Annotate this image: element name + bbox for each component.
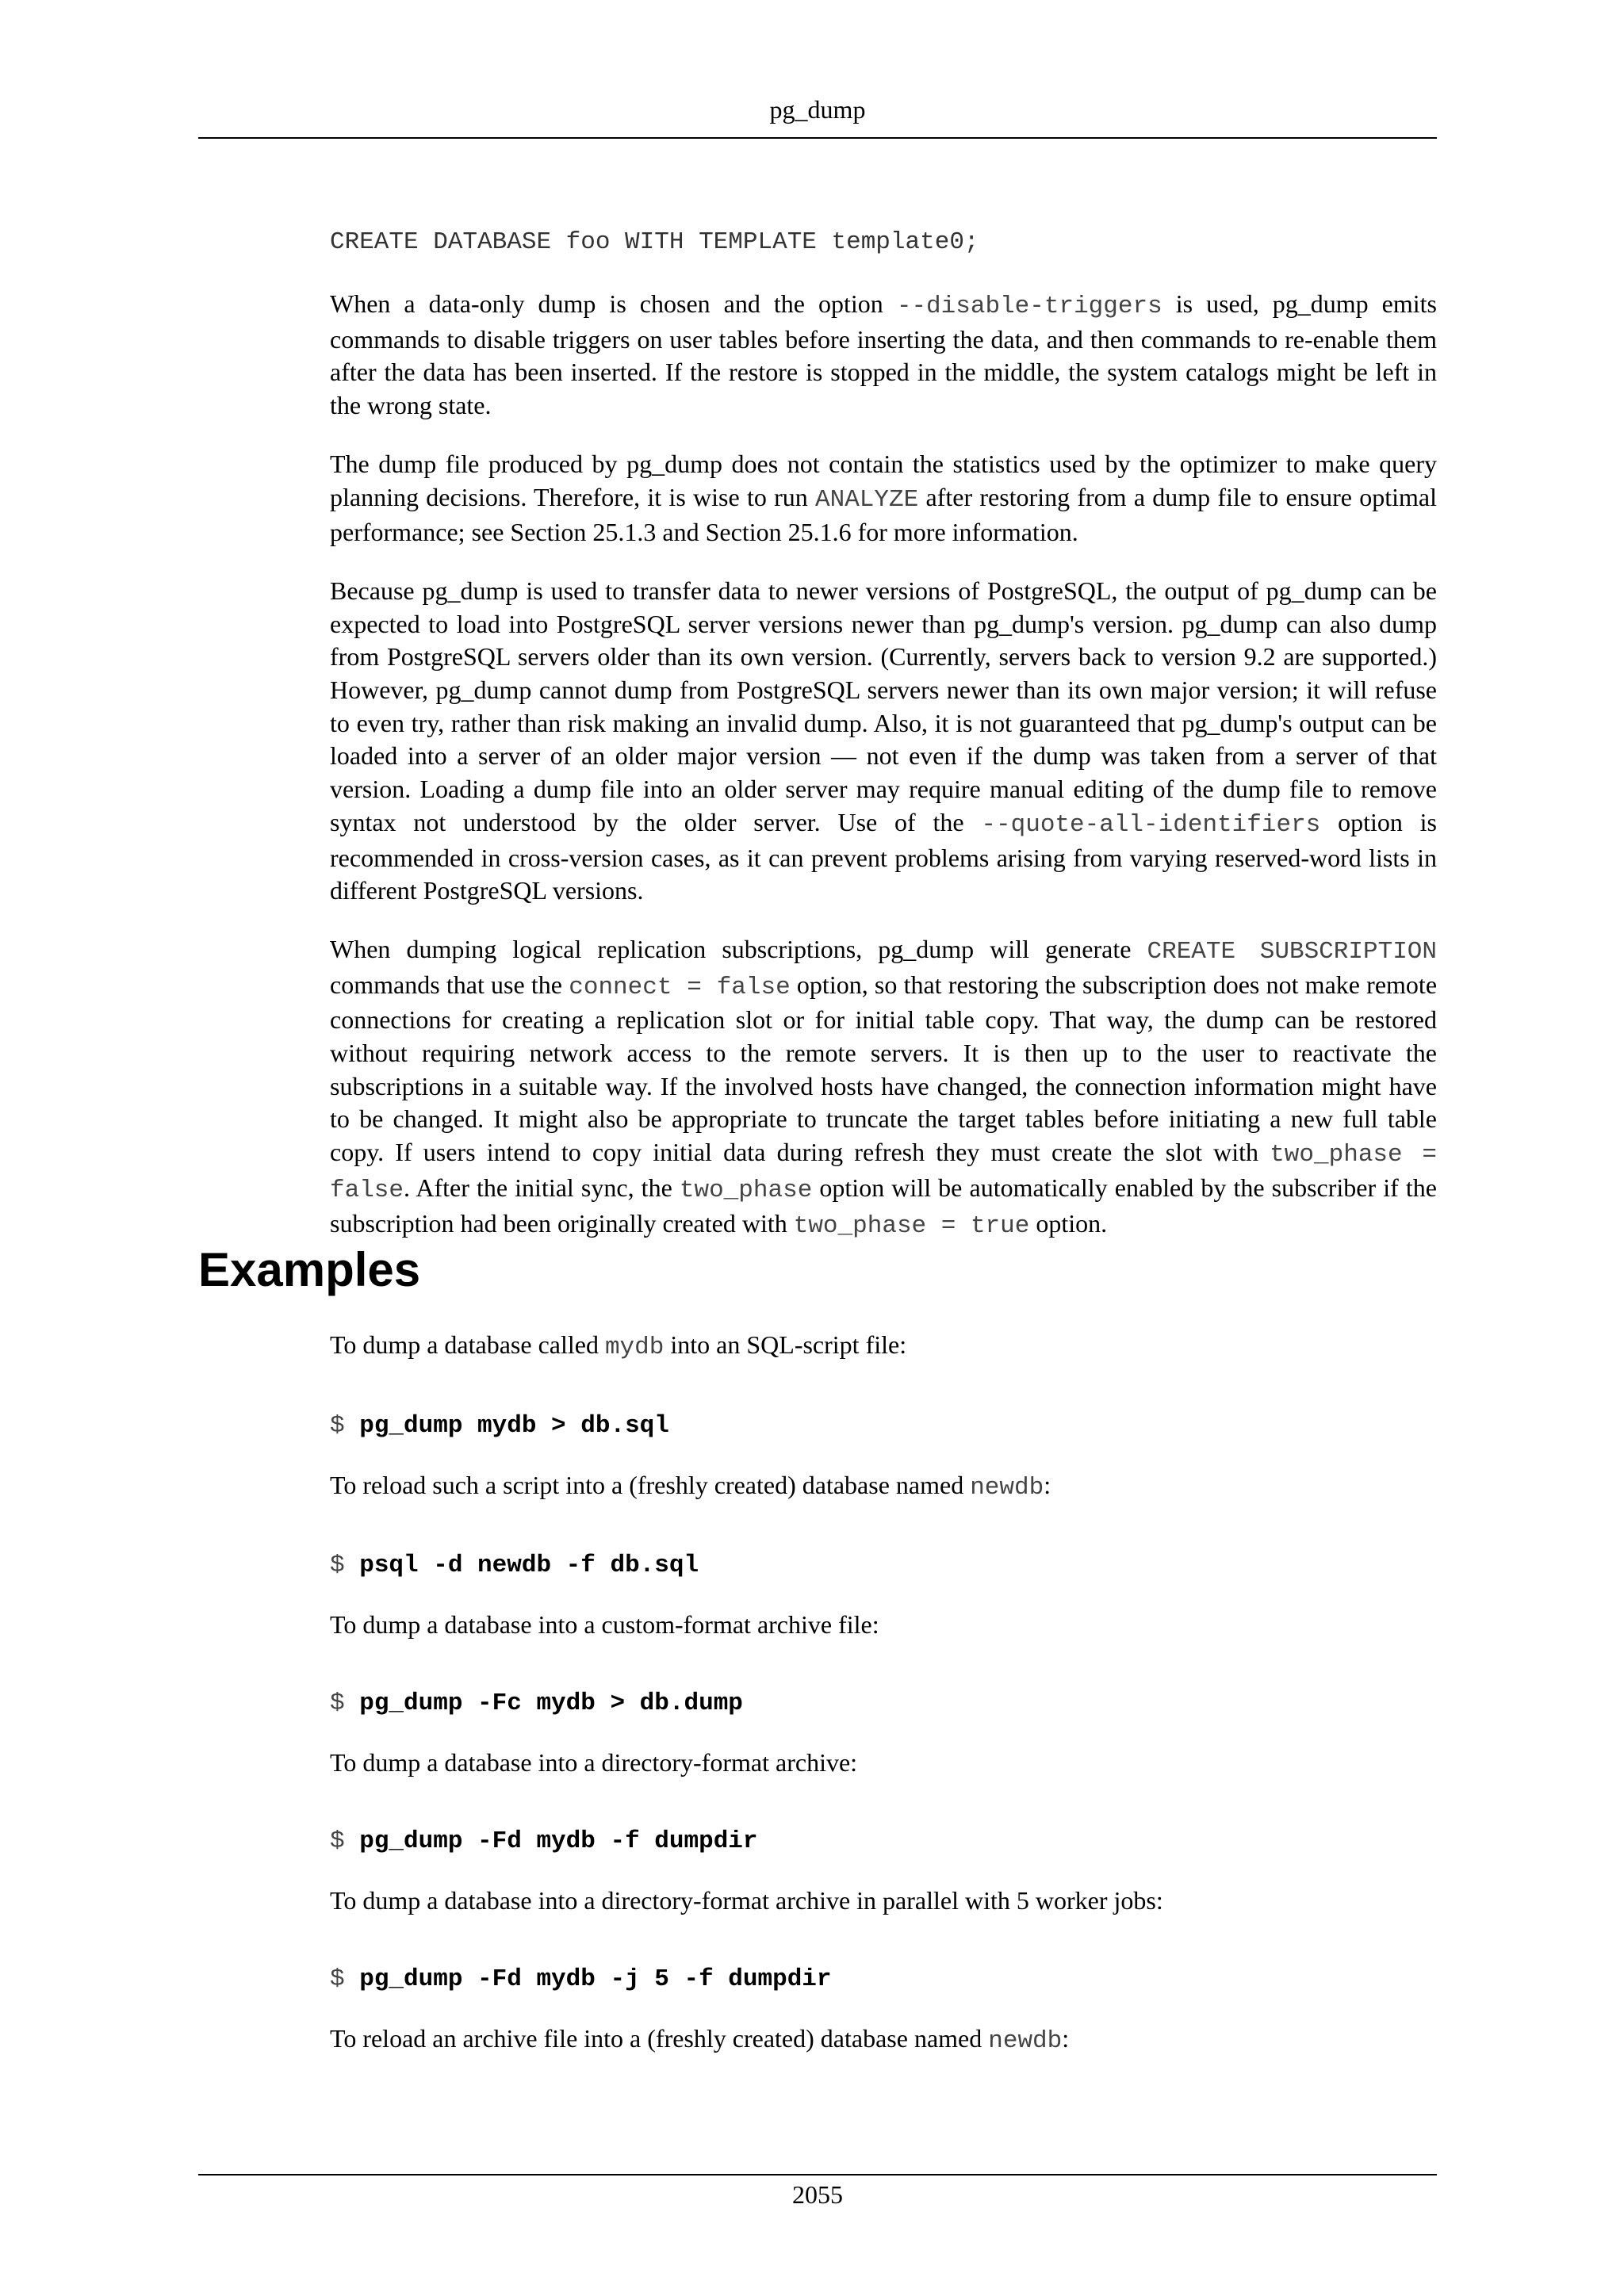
command-text: pg_dump -Fd mydb -f dumpdir [359, 1827, 758, 1855]
example-command [330, 1826, 1437, 1858]
text: To dump a database called [330, 1330, 605, 1359]
text: When a data-only dump is chosen and the option [330, 289, 897, 318]
page-number: 2055 [792, 2180, 843, 2209]
text: : [1062, 2023, 1070, 2053]
inline-code: connect = false [569, 973, 791, 1001]
text: option is recommended in cross-version cases, as it can prevent problems arising from varying reserved-word lists in different PostgreSQL versions. [330, 807, 1438, 905]
notes-section [330, 227, 1437, 1268]
example-description [330, 1329, 1437, 1364]
paragraph-versions [330, 575, 1437, 908]
command-text: pg_dump -Fd mydb -j 5 -f dumpdir [359, 1965, 832, 1993]
shell-prompt: $ [330, 1965, 345, 1993]
shell-prompt: $ [330, 1552, 345, 1580]
text: To dump a database into a directory-format archive in parallel with 5 worker jobs: [330, 1885, 1163, 1915]
text: When dumping logical replication subscriptions, pg_dump will generate [330, 934, 1147, 963]
running-header: pg_dump [769, 95, 866, 124]
example-command [330, 1688, 1437, 1720]
example-command [330, 1550, 1437, 1582]
examples-section [330, 1329, 1437, 2083]
shell-prompt: $ [330, 1689, 345, 1718]
text: To reload such a script into a (freshly created) database named [330, 1470, 971, 1499]
examples-heading: Examples [198, 1243, 421, 1296]
paragraph-statistics [330, 448, 1437, 549]
text: is used, pg_dump emits commands to disable triggers on user tables before inserting the data, and then commands to re-enable them after the data has been inserted. If the restore is stopped in the middle, the system catalogs might be left in the wrong state. [330, 289, 1438, 420]
text: option, so that restoring the subscription does not make remote connections for creating a replication slot or for initial table copy. That way, the dump can be restored without requiring network access to the remote servers. It is then up to the user to reactivate the subscriptions in a suitable way. If the involved hosts have changed, the connection information might have to be changed. It might also be appropriate to truncate the target tables before initiating a new full table copy. If users intend to copy initial data during refresh they must create the slot with [330, 970, 1438, 1167]
inline-code: --quote-all-identifiers [981, 810, 1321, 839]
inline-code: CREATE SUBSCRIPTION [1147, 937, 1437, 966]
text: commands that use the [330, 970, 569, 999]
example-command [330, 1964, 1437, 1996]
inline-code: two_phase [679, 1176, 813, 1204]
text: To reload an archive file into a (freshly created) database named [330, 2023, 989, 2053]
example-description [330, 1609, 1437, 1642]
text: Because pg_dump is used to transfer data to newer versions of PostgreSQL, the output of pg_dump can be expected to load into PostgreSQL server versions newer than pg_dump's version. pg_dump can also dump from PostgreSQL servers older than its own version. (Currently, servers back to version 9.2 are supported.) However, pg_dump cannot dump from PostgreSQL servers newer than its own major version; it will refuse to even try, rather than risk making an invalid dump. Also, it is not guaranteed that pg_dump's output can be loaded into a server of an older major version — not even if the dump was taken from a server of that version. Loading a dump file into an older server may require manual editing of the dump file to remove syntax not understood by the older server. Use of the [330, 576, 1437, 836]
text: after restoring from a dump file to ensure optimal performance; see Section 25.1.3 and Section 25.1.6 for more information. [330, 482, 1438, 547]
inline-code: --disable-triggers [896, 293, 1162, 320]
inline-code: newdb [970, 1473, 1044, 1502]
footer-rule [198, 2174, 1437, 2175]
inline-code: mydb [604, 1334, 665, 1361]
text: . After the initial sync, the [404, 1173, 680, 1202]
shell-prompt: $ [330, 1827, 345, 1855]
inline-code: newdb [988, 2026, 1063, 2055]
example-description [330, 2022, 1437, 2058]
inline-code: two_phase = false [330, 1141, 1438, 1204]
inline-code: two_phase = true [793, 1211, 1030, 1240]
example-description [330, 1885, 1437, 1918]
header-rule [198, 137, 1437, 139]
create-database-example: CREATE DATABASE foo WITH TEMPLATE template0; [330, 228, 979, 256]
example-description [330, 1747, 1437, 1780]
text: option will be automatically enabled by the subscriber if the subscription had been originally created with [330, 1173, 1437, 1238]
text: option. [1029, 1208, 1108, 1238]
text: To dump a database into a custom-format archive file: [330, 1610, 879, 1640]
command-text: pg_dump mydb > db.sql [359, 1411, 669, 1440]
command-text: pg_dump -Fc mydb > db.dump [359, 1689, 743, 1718]
paragraph-subscriptions [330, 933, 1437, 1242]
paragraph-disable-triggers [330, 288, 1437, 423]
command-text: psql -d newdb -f db.sql [359, 1552, 699, 1580]
text: into an SQL-script file: [664, 1330, 907, 1359]
example-description [330, 1469, 1437, 1505]
text: The dump file produced by pg_dump does not contain the statistics used by the optimizer to make query planning decisions. Therefore, it is wise to run [330, 449, 1437, 511]
text: To dump a database into a directory-format archive: [330, 1748, 858, 1777]
example-command [330, 1410, 1437, 1442]
shell-prompt: $ [330, 1411, 345, 1440]
inline-code: ANALYZE [815, 485, 919, 514]
text: : [1044, 1470, 1051, 1499]
